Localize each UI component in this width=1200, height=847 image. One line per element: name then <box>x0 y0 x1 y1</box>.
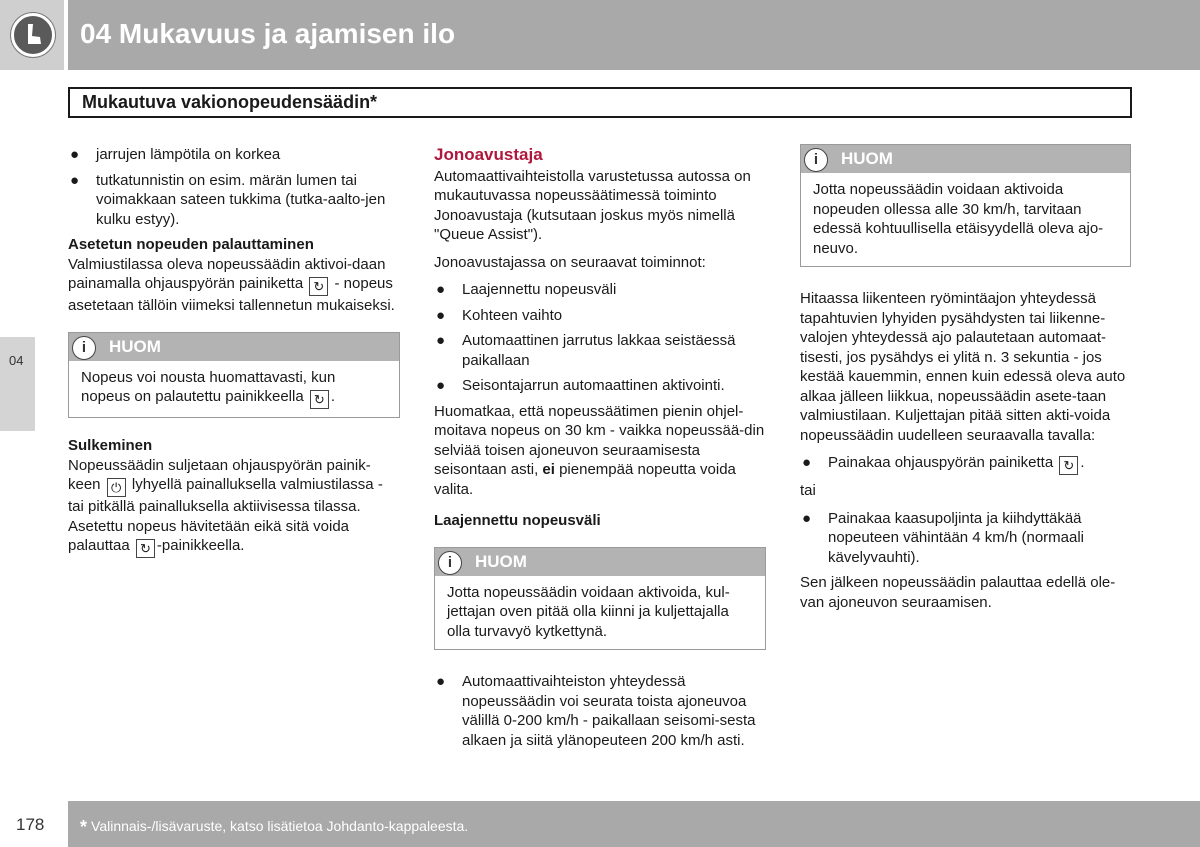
chapter-number: 04 <box>9 353 24 368</box>
chapter-header <box>68 0 1200 70</box>
info-icon: i <box>804 148 828 172</box>
functions-list <box>434 280 766 396</box>
resume-button-icon: ↻ <box>310 390 329 409</box>
functions-intro: Jonoavustajassa on seuraavat toiminnot: <box>434 253 706 271</box>
stop-go-paragraph: Hitaassa liikenteen ryömintäajon yhteydessä tapahtuvien lyhyiden pysähdysten tai liikenne-valojen yhteydessä ajo palautetaan automaat-tisesti, jos pysähdys ei ylitä n. 3 sekuntia - jos kestää kauemmin, ennen kuin edessä oleva auto alkaa jälleen liikkua, nopeussäädin asete-taan valmiustilaan. Kuljettajan pitää sitten akti-voida nopeussäädin uudelleen seuraavalla tavalla: <box>800 290 1126 444</box>
bullet-icon: ● <box>436 673 446 690</box>
note-body: Jotta nopeussäädin voidaan aktivoida nopeuden ollessa alle 30 km/h, tarvitaan edessä kohtuullisella etäisyydellä oleva ajo-neuvo. <box>813 181 1104 257</box>
resume-button-icon: ↻ <box>1059 456 1078 475</box>
note-body: Jotta nopeussäädin voidaan aktivoida, kul-jettajan oven pitää olla kiinni ja kuljettajalla olla turvavyö kytkettynä. <box>447 583 730 640</box>
bullet-icon: ● <box>802 509 812 527</box>
note-header <box>801 145 1130 173</box>
note-label: HUOM <box>109 336 161 356</box>
extended-range-heading: Laajennettu nopeusväli <box>434 512 601 529</box>
note-box <box>434 547 766 651</box>
page-number: 178 <box>16 815 45 834</box>
off-heading: Sulkeminen <box>68 437 153 454</box>
list-item: ● tutkatunnistin on esim. märän lumen tai voimakkaan sateen tukkima (tutka-aalto-jen kulku estyy). <box>70 171 386 228</box>
or-text: tai <box>800 482 816 499</box>
section-title-box <box>68 87 1132 118</box>
range-list <box>434 672 766 750</box>
info-icon: i <box>438 551 462 575</box>
note-body: Nopeus voi nousta huomattavasti, kun nopeus on palautettu painikkeella ↻ . <box>81 368 336 407</box>
list-item: ● Painakaa ohjauspyörän painiketta ↻ . <box>802 454 1085 473</box>
bullet-icon: ● <box>70 171 80 189</box>
note-box <box>68 332 400 419</box>
bullet-icon: ● <box>70 146 80 163</box>
off-button-icon: ⏻ <box>107 478 126 497</box>
section-title: Mukautuva vakionopeudensäädin* <box>82 92 378 112</box>
list-item: ● Painakaa kaasupoljinta ja kiihdyttäkää nopeuteen vähintään 4 km/h (normaali kävelyvauhti). <box>802 509 1084 566</box>
queue-assist-heading: Jonoavustaja <box>434 145 543 164</box>
info-icon: i <box>72 336 96 360</box>
list-item: ● Automaattinen jarrutus lakkaa seistäessä paikallaan <box>436 332 736 369</box>
list-item: ● Laajennettu nopeusväli <box>436 281 617 298</box>
bullet-icon: ● <box>436 332 446 349</box>
list-item: ● jarrujen lämpötila on korkea <box>70 146 281 163</box>
resume-paragraph: Valmiustilassa oleva nopeussäädin aktivoi-daan painamalla ohjauspyörän painiketta ↻ - nopeus asetetaan tällöin viimeksi tallennetun mukaiseksi. <box>68 255 395 314</box>
footer-bar <box>68 801 1200 847</box>
note-box <box>800 144 1131 267</box>
bullet-list <box>68 145 400 229</box>
reactivate-list-2 <box>800 509 1131 568</box>
reactivate-list-1 <box>800 453 1131 475</box>
bullet-icon: ● <box>436 377 446 394</box>
chapter-title: 04 Mukavuus ja ajamisen ilo <box>80 18 456 49</box>
footnote: * Valinnais-/lisävaruste, katso lisätietoa Johdanto-kappaleesta. <box>80 817 469 837</box>
off-paragraph: Nopeussäädin suljetaan ohjauspyörän painik-keen ⏻ lyhyellä painalluksella valmiustilassa - tai pitkällä painalluksella aktiivisessa tilassa. Asetettu nopeus hävitetään eikä sitä voida palauttaa ↻ -painikkeella. <box>68 456 383 556</box>
seat-icon <box>11 13 55 57</box>
chapter-icon-tab <box>0 0 64 70</box>
queue-assist-intro: Automaattivaihteistolla varustetussa autossa on mukautuvassa nopeussäätimessä toiminto Jonoavustaja (kutsutaan joskus myös nimellä "Queue Assist"). <box>434 167 751 243</box>
column-1 <box>68 145 400 566</box>
resume-button-icon: ↻ <box>309 277 328 296</box>
bullet-icon: ● <box>436 306 446 324</box>
note-header <box>69 333 399 361</box>
resume-button-icon: ↻ <box>136 539 155 558</box>
note-header <box>435 548 765 576</box>
column-2 <box>434 145 766 756</box>
closing-paragraph: Sen jälkeen nopeussäädin palauttaa edellä ole-van ajoneuvon seuraamisen. <box>800 574 1116 611</box>
bullet-icon: ● <box>436 281 446 298</box>
list-item: ● Seisontajarrun automaattinen aktivointi. <box>436 377 725 394</box>
note-label: HUOM <box>841 149 893 168</box>
chapter-side-tab <box>0 337 35 431</box>
list-item: ● Kohteen vaihto <box>436 306 563 324</box>
column-3 <box>800 144 1131 620</box>
list-item: ● Automaattivaihteiston yhteydessä nopeussäädin voi seurata toista ajoneuvoa välillä 0-200 km/h - paikallaan seisomi-sesta alkaen ja siitä ylänopeuteen 200 km/h asti. <box>436 673 756 749</box>
note-label: HUOM <box>475 551 527 571</box>
bullet-icon: ● <box>802 454 812 471</box>
resume-heading: Asetetun nopeuden palauttaminen <box>68 236 314 253</box>
min-speed-notice: Huomatkaa, että nopeussäätimen pienin ohjel-moitava nopeus on 30 km - vaikka nopeussää-din selviää toisen ajoneuvon seuraamisesta seisontaan asti, ei pienempää nopeutta voida valita. <box>434 402 765 498</box>
